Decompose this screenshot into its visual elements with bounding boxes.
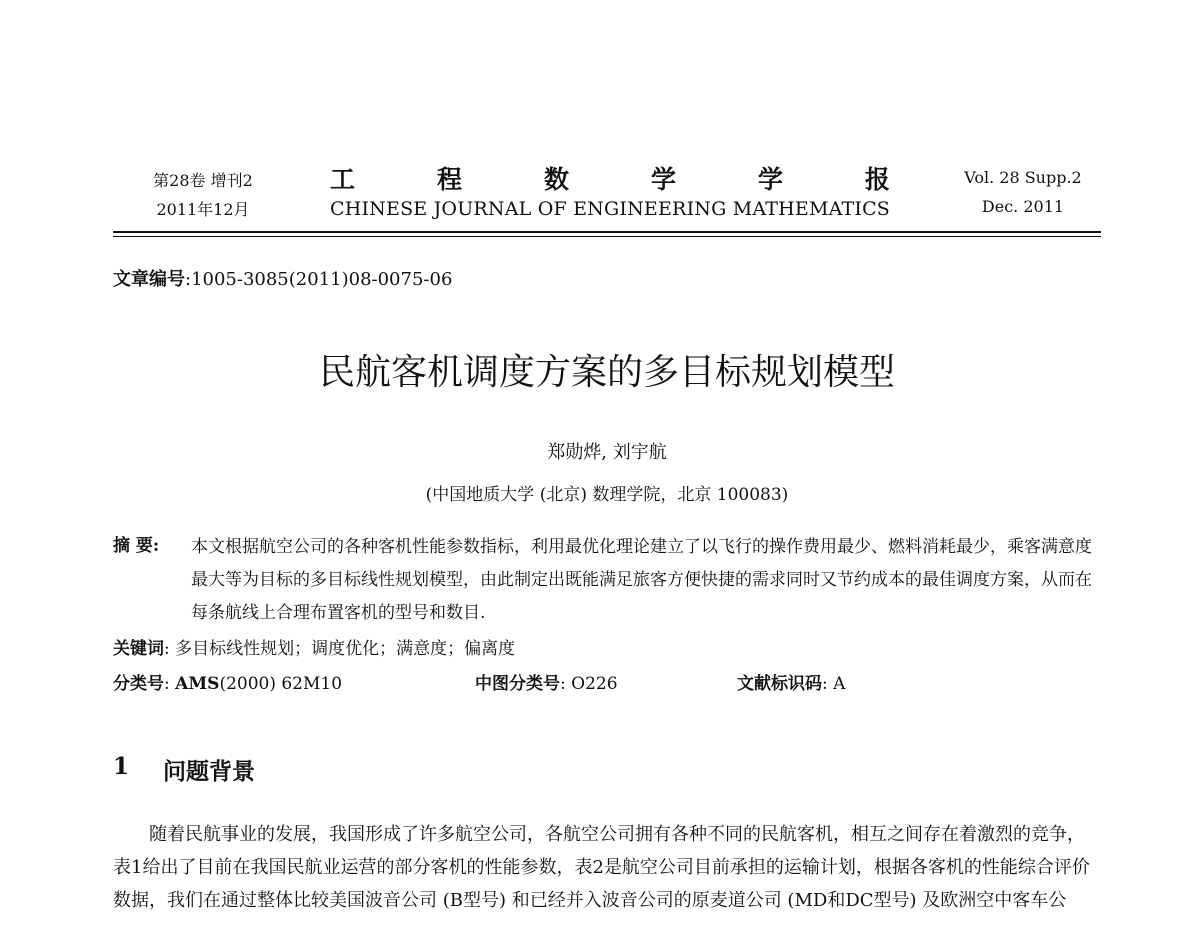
ams-prefix: : <box>164 674 176 694</box>
journal-title-cn-char: 学 <box>757 165 783 194</box>
body-text <box>113 818 1101 917</box>
journal-title-en: CHINESE JOURNAL OF ENGINEERING MATHEMATICS <box>329 198 891 220</box>
publication-date: 2011年12月 <box>156 200 250 219</box>
classification-row <box>113 669 1101 697</box>
journal-title-cn <box>330 160 890 194</box>
section-number: 1 <box>113 753 130 780</box>
article-number-value: :1005-3085(2011)08-0075-06 <box>185 269 453 290</box>
document-code-value: : A <box>822 674 846 694</box>
document-code <box>737 669 845 694</box>
volume-issue: 第28卷 增刊2 <box>153 171 253 190</box>
keywords-text: : 多目标线性规划；调度优化；满意度；偏离度 <box>164 639 516 659</box>
journal-title-cn-char: 数 <box>543 165 569 194</box>
authors: 郑勋烨, 刘宇航 <box>547 442 667 463</box>
abstract-text: 本文根据航空公司的各种客机性能参数指标，利用最优化理论建立了以飞行的操作费用最少、燃料消耗最少，乘客满意度最大等为目标的多目标线性规划模型，由此制定出既能满足旅客方便快捷的需求同时又节约成本的最佳调度方案，从而在每条航线上合理布置客机的型号和数目. <box>191 537 1092 623</box>
date-en: Dec. 2011 <box>981 197 1065 216</box>
ams-value: (2000) 62M10 <box>219 674 343 694</box>
header-rule-thin <box>113 236 1101 237</box>
document-code-label: 文献标识码 <box>737 674 822 694</box>
paper-title: 民航客机调度方案的多目标规划模型 <box>318 352 895 393</box>
journal-title-cn-char: 工 <box>330 165 356 194</box>
ams-code-bold: AMS <box>175 674 220 694</box>
section-title: 问题背景 <box>163 759 255 785</box>
clc-classification <box>475 669 618 694</box>
volume-en: Vol. 28 Supp.2 <box>964 168 1082 187</box>
ams-classification <box>113 669 342 694</box>
keywords <box>113 634 515 659</box>
journal-title-cn-char: 程 <box>436 165 462 194</box>
journal-title-cn-char: 学 <box>650 165 676 194</box>
keywords-label: 关键词 <box>113 639 164 659</box>
body-paragraph: 随着民航事业的发展，我国形成了许多航空公司，各航空公司拥有各种不同的民航客机，相互之间存在着激烈的竞争，表1给出了目前在我国民航业运营的部分客机的性能参数，表2是航空公司目前承担的运输计划，根据各客机的性能综合评价数据，我们在通过整体比较美国波音公司 (B型号) 和已经并入波音公司的原麦道公司 (MD和DC型号) 及欧洲空中客车公 <box>113 824 1090 911</box>
affiliation: (中国地质大学 (北京) 数理学院，北京 100083) <box>425 485 789 505</box>
article-number <box>113 265 452 291</box>
clc-value: : O226 <box>560 674 618 694</box>
ams-label: 分类号 <box>113 674 164 694</box>
clc-label: 中图分类号 <box>475 674 560 694</box>
article-number-label: 文章编号 <box>113 269 185 290</box>
abstract-label: 摘 要: <box>113 536 160 556</box>
journal-title-cn-char: 报 <box>864 165 890 194</box>
header-rule-thick <box>113 231 1101 233</box>
